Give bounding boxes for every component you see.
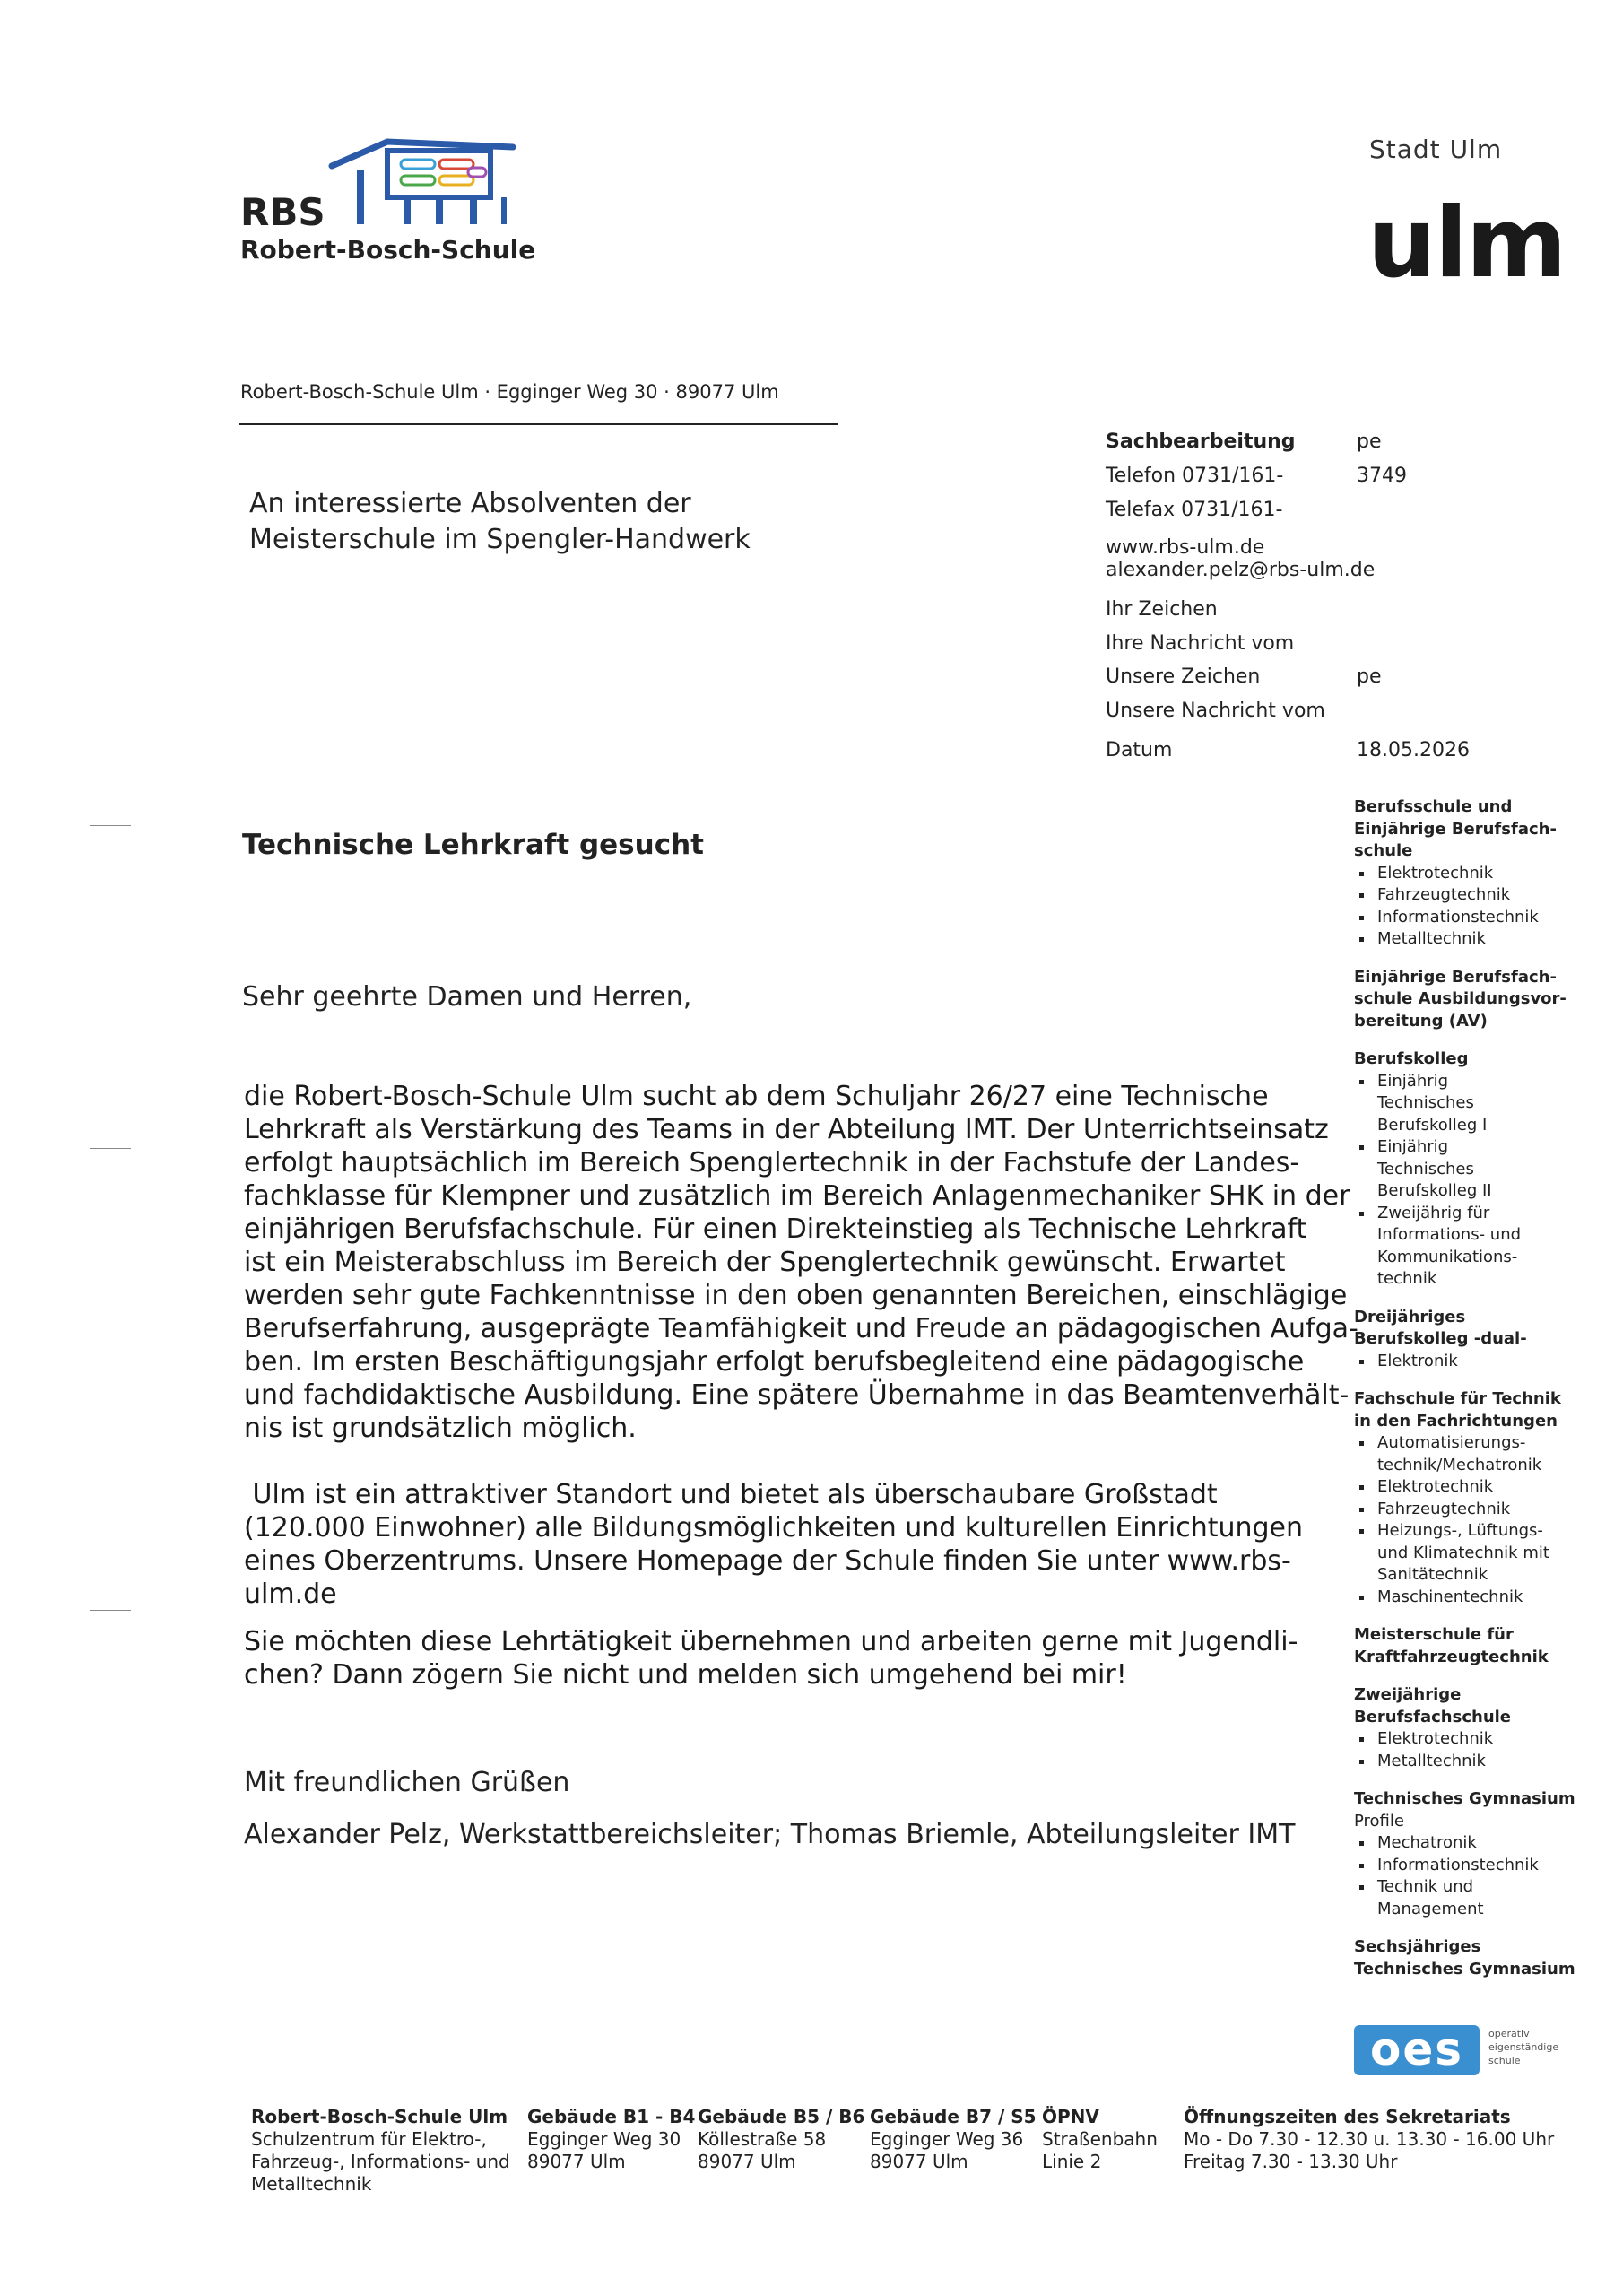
program-list-item [1354,863,1605,885]
program-group [1354,1388,1605,1608]
unsere-nachricht-label: Unsere Nachricht vom [1106,700,1325,722]
letter-line: (120.000 Einwohner) alle Bildungsmöglichkeiten und kulturellen Einrichtungen [244,1512,1304,1544]
program-list-item [1354,1499,1605,1521]
program-group [1354,1788,1605,1920]
program-list [1354,1071,1605,1291]
letter-signers: Alexander Pelz, Werkstattbereichsleiter; Thomas Briemle, Abteilungsleiter IMT [244,1819,1296,1850]
footer-line: Köllestraße 58 [698,2128,827,2150]
program-item-line: Berufskolleg II [1377,1181,1492,1200]
program-item-line: Technisches [1377,1159,1474,1178]
telefax-label: Telefax 0731/161- [1106,499,1283,521]
program-item-line: Mechatronik [1377,1833,1477,1852]
program-group [1354,1307,1605,1373]
program-group-heading: schule [1354,841,1413,860]
footer-col-b7-s5 [870,2106,1037,2173]
program-item-line: Automatisierungs- [1377,1433,1526,1452]
program-group-heading: Technisches Gymnasium [1354,1789,1575,1808]
program-group-heading: Meisterschule für [1354,1625,1514,1644]
letter-paragraph [244,1080,1358,1445]
program-list [1354,1432,1605,1608]
program-item-line: Metalltechnik [1377,929,1486,948]
oes-tagline-line: eigenständige [1488,2041,1559,2053]
footer-line: Schulzentrum für Elektro-, [251,2128,487,2150]
program-item-line: Metalltechnik [1377,1751,1486,1770]
footer-col-b5-b6 [698,2106,864,2173]
program-item-line: Berufskolleg I [1377,1115,1488,1135]
program-list-item [1354,1351,1605,1373]
letter-line: Lehrkraft als Verstärkung des Teams in der Abteilung IMT. Der Unterrichtseinsatz [244,1114,1329,1145]
ihr-zeichen-label: Ihr Zeichen [1106,598,1218,621]
letter-line: ulm.de [244,1578,337,1610]
program-list-item [1354,1432,1605,1476]
program-group [1354,1936,1605,1980]
program-list-item [1354,1751,1605,1773]
letter-line: eines Oberzentrums. Unsere Homepage der Schule finden Sie unter www.rbs- [244,1545,1291,1577]
program-group-heading: Sechsjähriges [1354,1937,1481,1956]
recipient-line: Meisterschule im Spengler-Handwerk [249,524,751,555]
letter-salutation: Sehr geehrte Damen und Herren, [242,981,692,1013]
letter-line: nis ist grundsätzlich möglich. [244,1413,637,1444]
city-logo: ulm [1367,187,1566,300]
website-link[interactable]: www.rbs-ulm.de [1106,536,1265,559]
program-item-line: Management [1377,1899,1484,1918]
program-group-heading: Berufsfachschule [1354,1707,1512,1726]
datum-label: Datum [1106,739,1173,761]
program-item-line: Elektrotechnik [1377,1729,1494,1748]
program-item-line: Elektrotechnik [1377,1477,1494,1496]
program-list [1354,1832,1605,1920]
program-item-line: Sanitätechnik [1377,1565,1488,1584]
program-group-heading: in den Fachrichtungen [1354,1411,1558,1431]
letter-line: werden sehr gute Fachkenntnisse in den oben genannten Bereichen, einschlägige [244,1280,1348,1311]
fold-mark [90,825,131,826]
program-list-item [1354,1520,1605,1587]
footer-heading: ÖPNV [1042,2106,1099,2127]
program-item-line: Elektrotechnik [1377,863,1494,883]
fold-mark [90,1610,131,1611]
footer-line: Linie 2 [1042,2151,1102,2172]
program-list-item [1354,1203,1605,1291]
footer-line: Fahrzeug-, Informations- und [251,2151,510,2172]
program-group [1354,1684,1605,1772]
program-group-heading: schule Ausbildungsvor- [1354,989,1567,1008]
letter-line: chen? Dann zögern Sie nicht und melden sich umgehend bei mir! [244,1659,1127,1691]
footer-heading: Robert-Bosch-Schule Ulm [251,2106,508,2127]
recipient-address [249,486,751,558]
program-item-line: Elektronik [1377,1351,1458,1370]
program-group [1354,967,1605,1033]
footer-line: Mo - Do 7.30 - 12.30 u. 13.30 - 16.00 Uhr [1184,2128,1555,2150]
letter-line: einjährigen Berufsfachschule. Für einen Direkteinstieg als Technische Lehrkraft [244,1213,1307,1245]
logo-abbrev: RBS [240,190,325,234]
footer-heading: Gebäude B1 - B4 [527,2106,696,2127]
footer-col-office-hours [1184,2106,1554,2173]
unsere-zeichen-value: pe [1357,665,1382,688]
program-item-line: Technik und [1377,1877,1474,1896]
program-item-line: Einjährig [1377,1071,1449,1091]
logo-school-name: Robert-Bosch-Schule [240,235,536,265]
letter-line: Berufserfahrung, ausgeprägte Teamfähigkeit und Freude an pädagogischen Aufga- [244,1313,1358,1344]
letter-line: ist ein Meisterabschluss im Bereich der Spenglertechnik gewünscht. Erwartet [244,1247,1286,1278]
oes-tagline-line: operativ [1488,2028,1530,2039]
oes-logo [1354,2025,1569,2075]
footer-line: 89077 Ulm [527,2151,626,2172]
program-item-line: Heizungs-, Lüftungs- [1377,1521,1543,1540]
footer-heading: Gebäude B7 / S5 [870,2106,1037,2127]
footer-line: Metalltechnik [251,2173,372,2195]
program-group-subheading: Profile [1354,1811,1404,1831]
oes-tagline-line: schule [1488,2055,1521,2066]
letter-line: die Robert-Bosch-Schule Ulm sucht ab dem Schuljahr 26/27 eine Technische [244,1081,1269,1112]
city-label: Stadt Ulm [1369,135,1503,164]
program-list-item [1354,907,1605,929]
program-list-item [1354,928,1605,951]
unsere-zeichen-label: Unsere Zeichen [1106,665,1261,688]
program-group-heading: Zweijährige [1354,1685,1462,1704]
program-group-heading: Berufskolleg -dual- [1354,1329,1527,1348]
program-list-item [1354,1587,1605,1609]
program-group-heading: Einjährige Berufsfach- [1354,819,1557,839]
program-list-item [1354,1728,1605,1751]
program-list-item [1354,884,1605,907]
datum-value: 18.05.2026 [1357,739,1470,761]
letter-line: ben. Im ersten Beschäftigungsjahr erfolgt berufsbegleitend eine pädagogische [244,1346,1305,1378]
sender-address: Robert-Bosch-Schule Ulm · Egginger Weg 30 · 89077 Ulm [240,381,779,403]
program-group-heading: Fachschule für Technik [1354,1389,1561,1408]
footer-line: Freitag 7.30 - 13.30 Uhr [1184,2151,1398,2172]
programs-sidebar [1354,796,1605,1996]
fold-mark [90,1148,131,1149]
footer-heading: Öffnungszeiten des Sekretariats [1184,2106,1511,2127]
sachbearbeitung-value: pe [1357,430,1382,453]
program-item-line: Fahrzeugtechnik [1377,885,1511,904]
footer-line: 89077 Ulm [698,2151,796,2172]
sender-divider [239,423,838,425]
program-list-item [1354,1136,1605,1203]
footer-line: Egginger Weg 36 [870,2128,1024,2150]
program-group [1354,1048,1605,1291]
footer-col-b1-b4 [527,2106,695,2173]
program-group-heading: Berufsschule und [1354,797,1513,816]
letter-paragraph [244,1478,1302,1611]
program-list-item [1354,1476,1605,1499]
program-list-item [1354,1876,1605,1920]
program-group-heading: Berufskolleg [1354,1049,1469,1068]
program-group-heading: Einjährige Berufsfach- [1354,967,1557,987]
program-group-heading: Dreijähriges [1354,1307,1466,1326]
footer-line: Egginger Weg 30 [527,2128,681,2150]
program-list [1354,1728,1605,1772]
letter-line: und fachdidaktische Ausbildung. Eine spätere Übernahme in das Beamtenverhält- [244,1379,1350,1411]
program-item-line: Zweijährig für [1377,1203,1490,1222]
letter-paragraph [244,1625,1302,1692]
program-item-line: Fahrzeugtechnik [1377,1499,1511,1518]
program-list-item [1354,1071,1605,1137]
program-item-line: und Klimatechnik mit [1377,1543,1549,1562]
letter-line: Ulm ist ein attraktiver Standort und bietet als überschaubare Großstadt [244,1479,1218,1510]
sachbearbeitung-label: Sachbearbeitung [1106,430,1296,453]
footer-line: Straßenbahn [1042,2128,1158,2150]
letter-line: erfolgt hauptsächlich im Bereich Spenglertechnik in der Fachstufe der Landes- [244,1147,1300,1178]
program-group-heading: Kraftfahrzeugtechnik [1354,1647,1549,1666]
program-item-line: Kommunikations- [1377,1247,1518,1266]
program-list [1354,1351,1605,1373]
oes-tagline [1488,2027,1558,2067]
program-group [1354,796,1605,951]
program-item-line: Informationstechnik [1377,907,1539,926]
letter-subject: Technische Lehrkraft gesucht [242,829,704,861]
program-list-item [1354,1855,1605,1877]
program-group-heading: Technisches Gymnasium [1354,1959,1575,1979]
program-list [1354,863,1605,951]
letter-line: fachklasse für Klempner und zusätzlich im Bereich Anlagenmechaniker SHK in der [244,1180,1350,1212]
footer-line: 89077 Ulm [870,2151,968,2172]
program-group-heading: bereitung (AV) [1354,1011,1488,1031]
program-item-line: Informationstechnik [1377,1855,1539,1874]
program-item-line: Maschinentechnik [1377,1587,1523,1606]
program-item-line: technik/Mechatronik [1377,1455,1542,1474]
recipient-line: An interessierte Absolventen der [249,488,691,519]
footer-heading: Gebäude B5 / B6 [698,2106,865,2127]
program-group [1354,1624,1605,1668]
letter-closing: Mit freundlichen Grüßen [244,1767,570,1798]
ihre-nachricht-label: Ihre Nachricht vom [1106,632,1295,655]
program-item-line: technik [1377,1269,1437,1288]
telefon-label: Telefon 0731/161- [1106,465,1284,487]
program-list-item [1354,1832,1605,1855]
oes-mark: oes [1354,2025,1480,2075]
program-item-line: Einjährig [1377,1137,1449,1156]
program-item-line: Informations- und [1377,1225,1522,1244]
footer-col-school [251,2106,510,2196]
telefon-value: 3749 [1357,465,1407,487]
letter-line: Sie möchten diese Lehrtätigkeit übernehmen und arbeiten gerne mit Jugendli- [244,1626,1298,1657]
footer-col-oepnv [1042,2106,1158,2173]
program-item-line: Technisches [1377,1093,1474,1112]
email-link[interactable]: alexander.pelz@rbs-ulm.de [1106,559,1376,581]
